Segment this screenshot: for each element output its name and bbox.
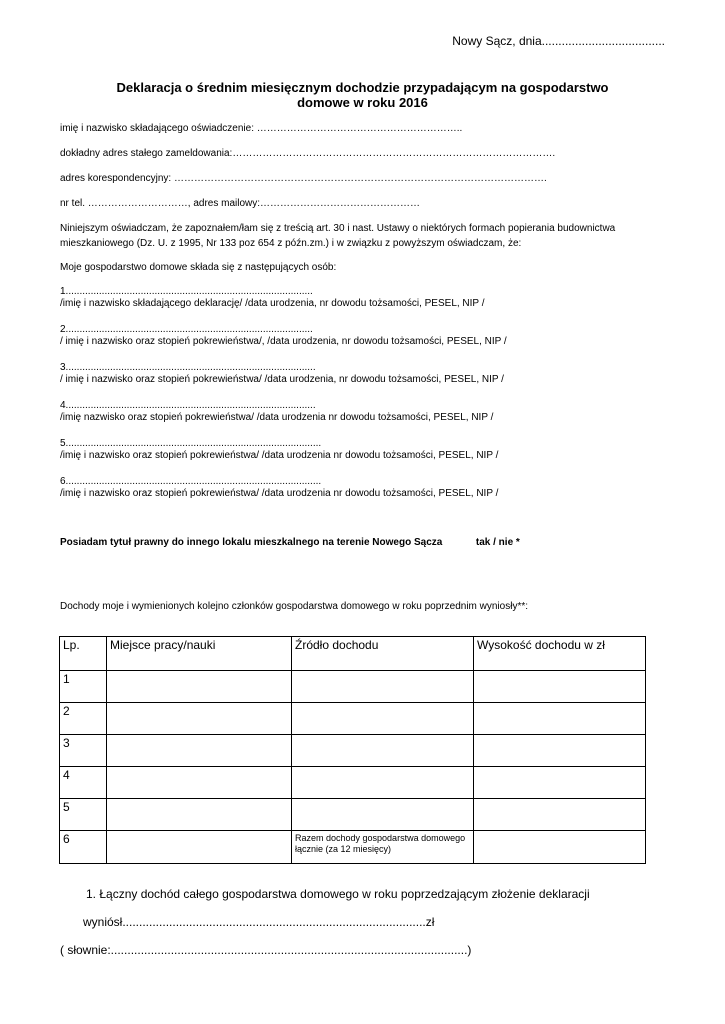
income-source-cell[interactable] xyxy=(292,671,474,703)
person-description: / imię i nazwisko oraz stopień pokrewieństwa/, /data urodzenia, nr dowodu tożsamości, PESEL, NIP / xyxy=(60,336,507,347)
header-income-source: Źródło dochodu xyxy=(292,637,474,671)
person-entry-6[interactable] xyxy=(60,476,498,500)
person-description: /imię i nazwisko oraz stopień pokrewieństwa/ /data urodzenia nr dowodu tożsamości, PESEL, NIP / xyxy=(60,450,499,461)
declarant-name-field[interactable]: imię i nazwisko składającego oświadczenie: …………………………………………………….. xyxy=(60,123,463,134)
income-source-cell[interactable] xyxy=(292,703,474,735)
income-intro: Dochody moje i wymienionych kolejno członków gospodarstwa domowego w roku poprzednim wyniosły**: xyxy=(60,601,529,612)
person-entry-3[interactable] xyxy=(60,362,504,386)
yes-no-options[interactable]: tak / nie * xyxy=(475,537,520,548)
income-source-cell[interactable] xyxy=(292,767,474,799)
summary-item: 1. Łączny dochód całego gospodarstwa domowego w roku poprzedzającym złożenie deklaracji xyxy=(86,887,590,901)
income-amount-cell[interactable] xyxy=(474,735,646,767)
table-header-row xyxy=(60,637,646,671)
workplace-cell[interactable] xyxy=(107,671,292,703)
amount-in-words-field[interactable]: ( słownie:...........................................................................................................) xyxy=(60,943,472,957)
person-number-line[interactable]: 3.......................................................................................... xyxy=(60,362,316,373)
person-description: /imię i nazwisko składającego deklarację/ /data urodzenia, nr dowodu tożsamości, PESEL, NIP / xyxy=(60,298,485,309)
table-row xyxy=(60,831,646,864)
row-number: 4 xyxy=(60,767,107,799)
row-number: 6 xyxy=(60,831,107,864)
income-source-cell[interactable] xyxy=(292,735,474,767)
row-number: 5 xyxy=(60,799,107,831)
table-row xyxy=(60,799,646,831)
person-entry-1[interactable] xyxy=(60,286,484,310)
person-number-line[interactable]: 2......................................................................................... xyxy=(60,324,313,335)
place-date-line: Nowy Sącz, dnia..................................... xyxy=(452,34,665,48)
other-housing-claim-text: Posiadam tytuł prawny do innego lokalu mieszkalnego na terenie Nowego Sącza xyxy=(60,537,443,548)
total-income-amount-field[interactable]: wyniósł...........................................................................................zł xyxy=(83,915,435,929)
workplace-cell[interactable] xyxy=(107,831,292,864)
household-total-amount-cell[interactable] xyxy=(474,831,646,864)
workplace-cell[interactable] xyxy=(107,767,292,799)
other-housing-claim xyxy=(60,537,520,548)
person-description: /imię i nazwisko oraz stopień pokrewieństwa/ /data urodzenia nr dowodu tożsamości, PESEL, NIP / xyxy=(60,488,499,499)
household-total-label: Razem dochody gospodarstwa domowego łącznie (za 12 miesięcy) xyxy=(292,831,474,864)
header-workplace: Miejsce pracy/nauki xyxy=(107,637,292,671)
workplace-cell[interactable] xyxy=(107,703,292,735)
title-line-1: Deklaracja o średnim miesięcznym dochodzie przypadającym na gospodarstwo xyxy=(116,80,609,95)
header-lp: Lp. xyxy=(60,637,107,671)
phone-email-field[interactable]: nr tel. …………………………, adres mailowy:………………………………………… xyxy=(60,198,421,209)
income-amount-cell[interactable] xyxy=(474,799,646,831)
person-description: / imię i nazwisko oraz stopień pokrewieństwa/ /data urodzenia, nr dowodu tożsamości, PESEL, NIP / xyxy=(60,374,504,385)
row-number: 1 xyxy=(60,671,107,703)
permanent-address-field[interactable]: dokładny adres stałego zameldowania:……………………………………………………………………………………. xyxy=(60,148,556,159)
correspondence-address-field[interactable]: adres korespondencyjny: …………………………………………………………………………………………………. xyxy=(60,173,547,184)
person-number-line[interactable]: 4.......................................................................................... xyxy=(60,400,316,411)
income-table xyxy=(59,636,646,864)
document-title xyxy=(60,80,665,110)
income-amount-cell[interactable] xyxy=(474,671,646,703)
statement-paragraph: Niniejszym oświadczam, że zapoznałem/łam się z treścią art. 30 i nast. Ustawy o niektórych formach popierania budownictwa mieszkaniowego (Dz. U. z 1995, Nr 133 poz 654 z późn.zm.) i w związku z powyższym oświadczam, że: xyxy=(60,223,616,249)
income-amount-cell[interactable] xyxy=(474,767,646,799)
household-intro: Moje gospodarstwo domowe składa się z następujących osób: xyxy=(60,262,337,273)
table-row xyxy=(60,767,646,799)
person-entry-5[interactable] xyxy=(60,438,498,462)
person-number-line[interactable]: 6............................................................................................ xyxy=(60,476,322,487)
person-entry-4[interactable] xyxy=(60,400,493,424)
header-income-amount: Wysokość dochodu w zł xyxy=(474,637,646,671)
person-description: /imię nazwisko oraz stopień pokrewieństwa/ /data urodzenia nr dowodu tożsamości, PESEL, NIP / xyxy=(60,412,494,423)
person-number-line[interactable]: 5............................................................................................ xyxy=(60,438,322,449)
title-line-2: domowe w roku 2016 xyxy=(297,95,428,110)
table-row xyxy=(60,671,646,703)
person-entry-2[interactable] xyxy=(60,324,507,348)
row-number: 2 xyxy=(60,703,107,735)
income-amount-cell[interactable] xyxy=(474,703,646,735)
table-row xyxy=(60,703,646,735)
workplace-cell[interactable] xyxy=(107,735,292,767)
table-row xyxy=(60,735,646,767)
workplace-cell[interactable] xyxy=(107,799,292,831)
person-number-line[interactable]: 1......................................................................................... xyxy=(60,286,313,297)
income-source-cell[interactable] xyxy=(292,799,474,831)
row-number: 3 xyxy=(60,735,107,767)
